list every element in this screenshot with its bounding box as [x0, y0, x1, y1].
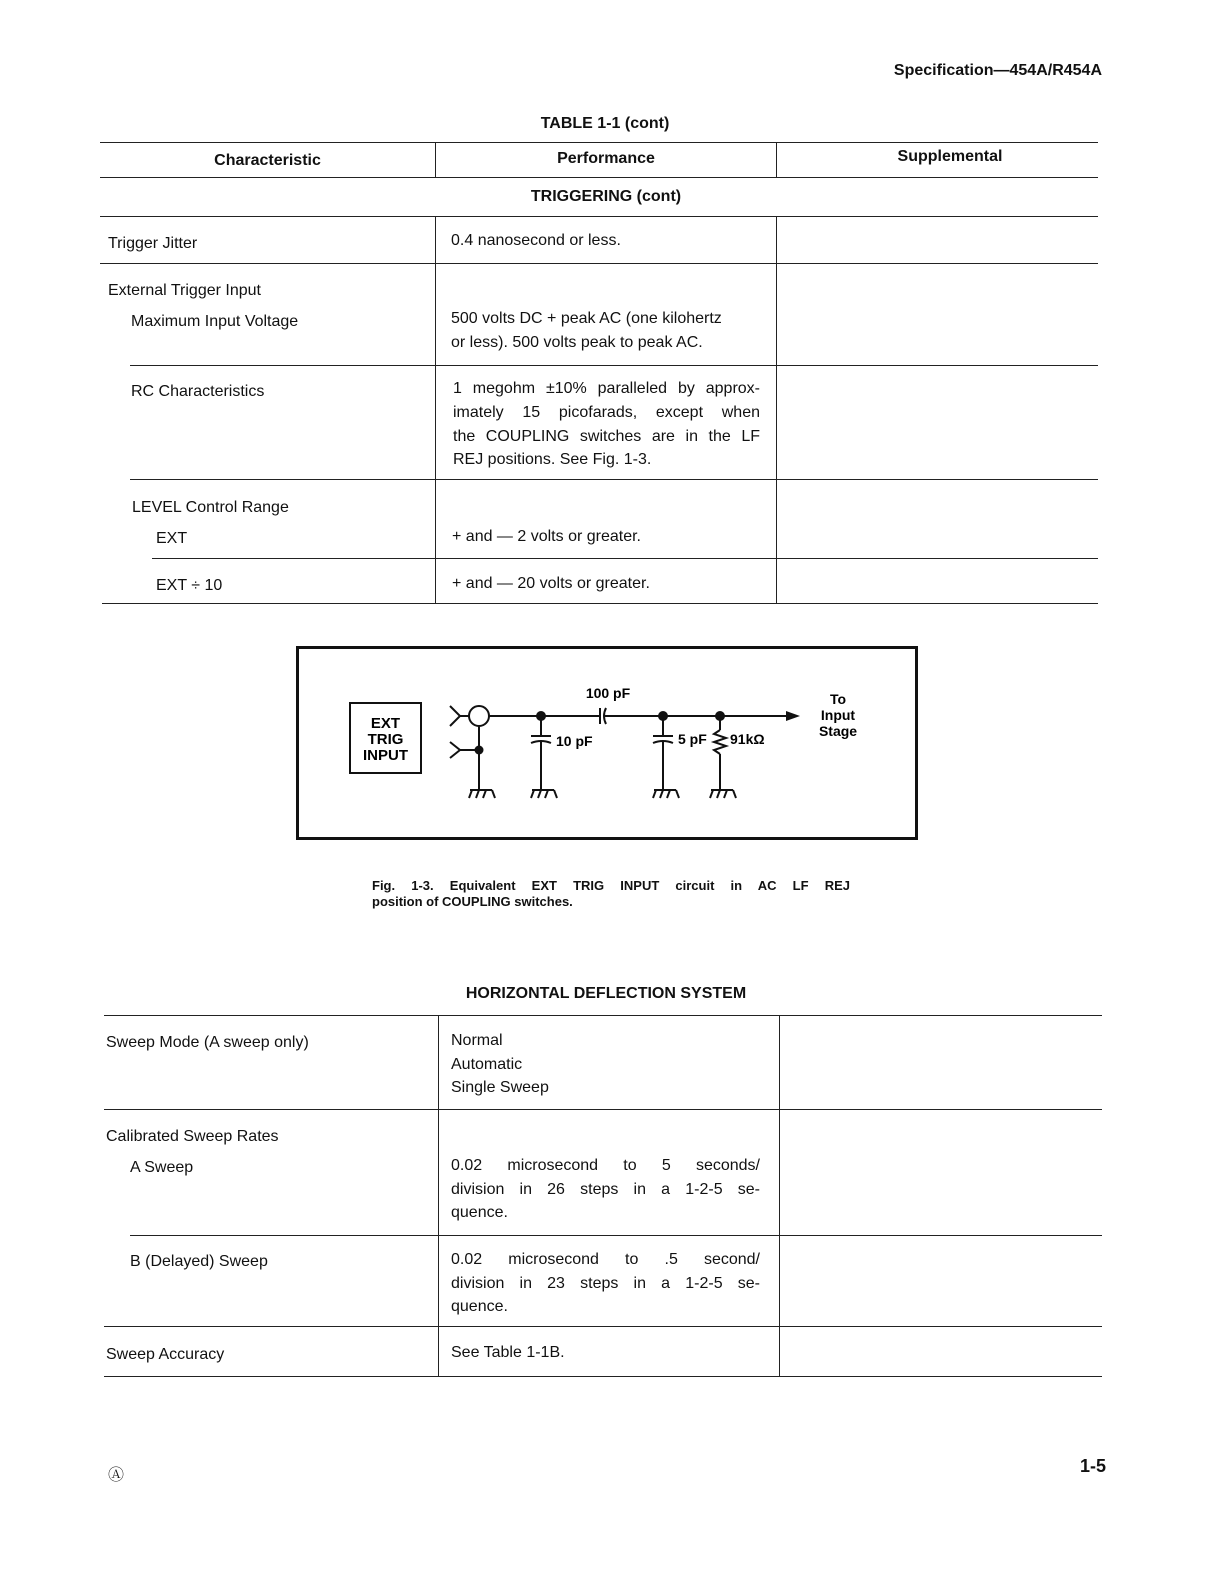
perf-rc-2: imately 15 picofarads, except when: [453, 404, 760, 421]
figure-caption-line-1: Fig. 1-3. Equivalent EXT TRIG INPUT circuit in AC LF REJ: [372, 878, 850, 893]
perf-sweep-mode-single: Single Sweep: [451, 1079, 549, 1096]
perf-max-input-voltage-2: or less). 500 volts peak to peak AC.: [451, 334, 703, 351]
char-b-delayed-sweep: B (Delayed) Sweep: [130, 1253, 268, 1270]
table-head-rule: [100, 177, 1098, 178]
perf-trigger-jitter: 0.4 nanosecond or less.: [451, 232, 621, 249]
char-calibrated-sweep-rates: Calibrated Sweep Rates: [106, 1128, 279, 1145]
ext-trig-input-circuit-diagram: [296, 646, 918, 840]
table2-top-rule: [104, 1015, 1102, 1016]
label-100pf: 100 pF: [585, 685, 631, 701]
char-max-input-voltage: Maximum Input Voltage: [131, 313, 299, 330]
table2-bottom-rule: [104, 1376, 1102, 1377]
perf-a-sweep-2: division in 26 steps in a 1-2-5 se-: [451, 1181, 760, 1198]
row-rule: [130, 1235, 1102, 1236]
perf-a-sweep-3: quence.: [451, 1204, 508, 1221]
row-rule: [130, 365, 1098, 366]
box-label-input: INPUT: [363, 747, 408, 764]
label-input: Input: [820, 707, 856, 723]
label-91k-ohm: 91kΩ: [730, 731, 765, 747]
table-bottom-rule: [102, 603, 1098, 604]
box-label-trig: TRIG: [367, 731, 404, 748]
figure-caption-line-2: position of COUPLING switches.: [372, 894, 573, 909]
label-stage: Stage: [818, 723, 858, 739]
perf-rc-1: 1 megohm ±10% paralleled by approx-: [453, 380, 760, 397]
perf-ext: + and — 2 volts or greater.: [452, 528, 641, 545]
char-trigger-jitter: Trigger Jitter: [108, 235, 198, 252]
perf-b-sweep-3: quence.: [451, 1298, 508, 1315]
char-sweep-accuracy: Sweep Accuracy: [106, 1346, 225, 1363]
section-triggering: TRIGGERING (cont): [530, 188, 682, 205]
row-rule: [130, 479, 1098, 480]
page-header: Specification—454A/R454A: [893, 62, 1102, 79]
perf-sweep-mode-normal: Normal: [451, 1032, 503, 1049]
column-divider: [435, 216, 436, 603]
label-5pf: 5 pF: [678, 731, 707, 747]
column-header-performance: Performance: [557, 150, 655, 167]
section-horizontal-deflection: HORIZONTAL DEFLECTION SYSTEM: [465, 985, 747, 1002]
perf-sweep-accuracy: See Table 1-1B.: [451, 1344, 565, 1361]
column-divider: [776, 216, 777, 603]
row-rule: [104, 1109, 1102, 1110]
row-rule: [104, 1326, 1102, 1327]
perf-rc-4: REJ positions. See Fig. 1-3.: [453, 451, 652, 468]
char-rc-characteristics: RC Characteristics: [131, 383, 265, 400]
page-number: 1-5: [1079, 1456, 1106, 1476]
column-divider: [779, 1015, 780, 1376]
label-to: To: [829, 691, 847, 707]
table-top-rule: [100, 142, 1098, 143]
row-rule: [100, 263, 1098, 264]
section-rule: [100, 216, 1098, 217]
column-header-characteristic: Characteristic: [214, 152, 321, 169]
box-label-ext: EXT: [370, 715, 401, 732]
perf-ext-div-10: + and — 20 volts or greater.: [452, 575, 650, 592]
perf-b-sweep-1: 0.02 microsecond to .5 second/: [451, 1251, 760, 1268]
perf-a-sweep-1: 0.02 microsecond to 5 seconds/: [451, 1157, 760, 1174]
revision-mark-icon: Ⓐ: [108, 1467, 125, 1484]
char-ext-div-10: EXT ÷ 10: [156, 577, 223, 594]
table-title: TABLE 1-1 (cont): [540, 115, 670, 132]
perf-b-sweep-2: division in 23 steps in a 1-2-5 se-: [451, 1275, 760, 1292]
perf-sweep-mode-automatic: Automatic: [451, 1056, 523, 1073]
char-level-control-range: LEVEL Control Range: [132, 499, 289, 516]
char-sweep-mode: Sweep Mode (A sweep only): [106, 1034, 309, 1051]
perf-max-input-voltage-1: 500 volts DC + peak AC (one kilohertz: [451, 310, 722, 327]
label-10pf: 10 pF: [556, 733, 593, 749]
figure-caption: [372, 878, 850, 910]
char-ext: EXT: [156, 530, 188, 547]
column-divider: [438, 1015, 439, 1376]
char-external-trigger-input: External Trigger Input: [108, 282, 261, 299]
row-rule: [152, 558, 1098, 559]
char-a-sweep: A Sweep: [130, 1159, 194, 1176]
column-header-supplemental: Supplemental: [897, 148, 1003, 165]
perf-rc-3: the COUPLING switches are in the LF: [453, 428, 760, 445]
